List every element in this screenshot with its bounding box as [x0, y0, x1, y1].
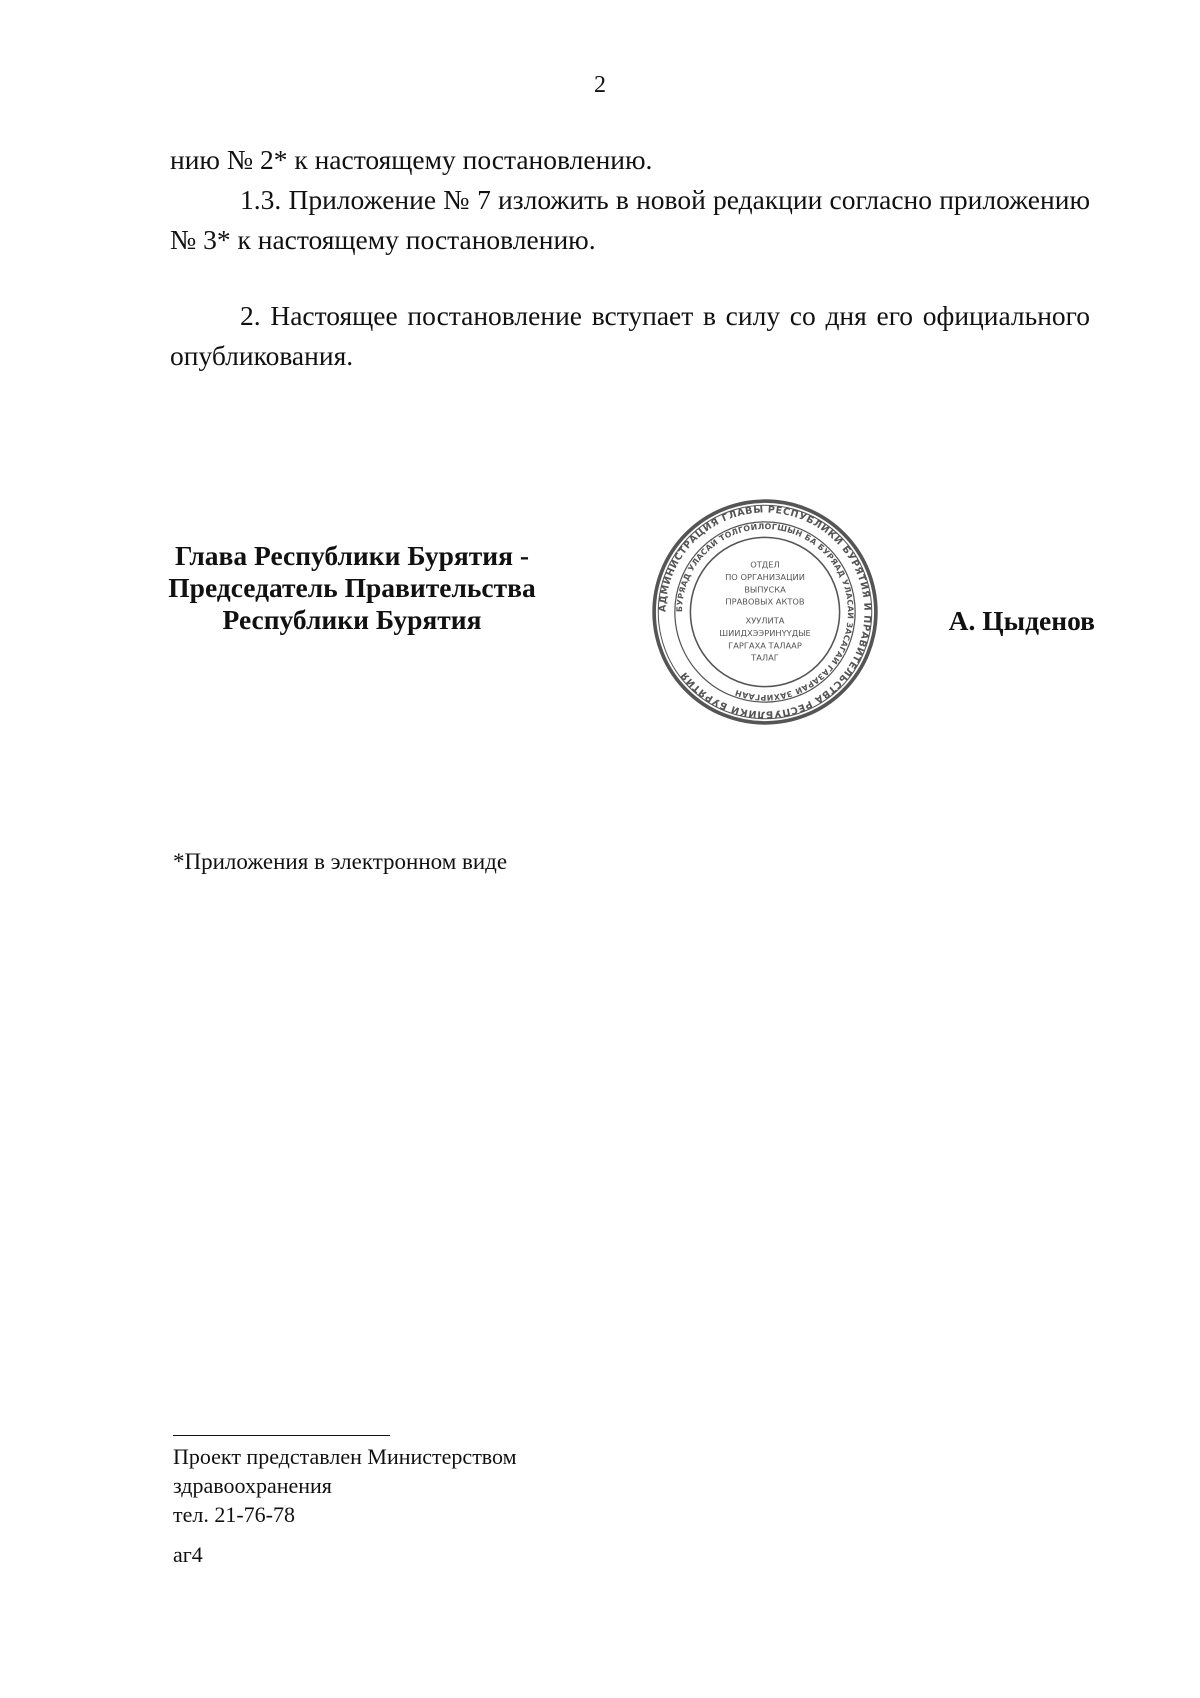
annex-note: *Приложения в электронном виде — [173, 849, 508, 874]
footer-divider — [173, 1435, 390, 1436]
signatory-title — [152, 540, 552, 636]
seal-center-line: ПО ОРГАНИЗАЦИИ — [725, 571, 805, 582]
signatory-title-line: Председатель Правительства — [168, 572, 536, 603]
footer-line: здравоохранения — [173, 1473, 332, 1498]
signatory-title-line: Республики Бурятия — [222, 604, 482, 635]
seal-center-line: ПРАВОВЫХ АКТОВ — [725, 596, 805, 607]
paragraph-item-1-3: 1.3. Приложение № 7 изложить в новой редакции согласно приложению № 3* к настоящему постановлению. — [170, 184, 1090, 255]
seal-outer-text: АДМИНИСТРАЦИЯ ГЛАВЫ РЕСПУБЛИКИ БУРЯТИЯ И ПРАВИТЕЛЬСТВА РЕСПУБЛИКИ БУРЯТИЯ — [657, 504, 873, 720]
footer-contact — [173, 1442, 517, 1529]
seal-center-line: ХУУЛИТА — [745, 615, 785, 626]
seal-center-line: ОТДЕЛ — [750, 559, 780, 570]
footer-line: Проект представлен Министерством — [173, 1444, 517, 1469]
footer-line: тел. 21-76-78 — [173, 1502, 296, 1527]
paragraph-item-2: 2. Настоящее постановление вступает в силу со дня его официального опубликования. — [170, 300, 1090, 371]
seal-center-line: ВЫПУСКА — [744, 584, 786, 595]
signer-name: А. Цыденов — [948, 605, 1095, 636]
page-number: 2 — [594, 72, 606, 98]
seal-center-line: ТАЛАГ — [751, 652, 779, 663]
official-seal-stamp — [651, 498, 879, 726]
resolution-body — [170, 140, 1090, 376]
seal-center-line: ГАРГАХА ТАЛААР — [728, 640, 802, 651]
seal-center-line: ШИИДХЭЭРИНҮҮДЫЕ — [719, 627, 811, 638]
seal-inner-ring-text: БУРЯАД УЛАСАЙ ТОЛГОЙЛОГШЫН БА БУРЯАД УЛАСАЙ ЗАСАГАЙ ГАЗАРАЙ ЗАХИРГААН — [675, 522, 855, 702]
signatory-title-line: Глава Республики Бурятия - — [174, 540, 530, 571]
paragraph-continuation: нию № 2* к настоящему постановлению. — [170, 144, 653, 175]
document-code: аг4 — [173, 1542, 203, 1567]
